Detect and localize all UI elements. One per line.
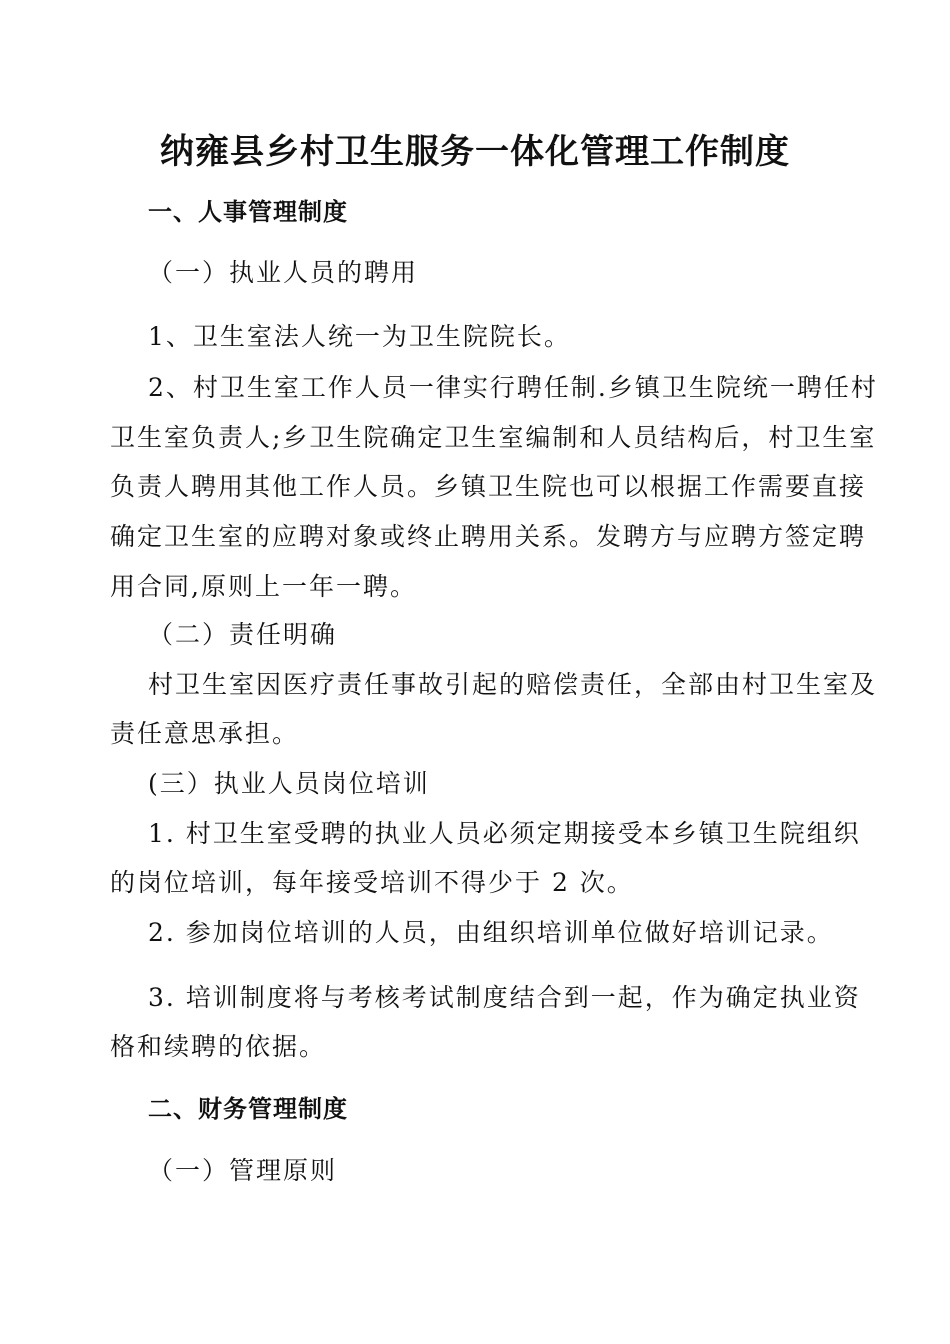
paragraph-line: 村卫生室因医疗责任事故引起的赔偿责任，全部由村卫生室及	[148, 670, 878, 699]
paragraph-line: 的岗位培训，每年接受培训不得少于 2 次。	[110, 868, 634, 897]
paragraph-line: 1. 村卫生室受聘的执业人员必须定期接受本乡镇卫生院组织	[148, 819, 861, 848]
paragraph-line: 用合同,原则上一年一聘。	[110, 572, 417, 601]
document-title: 纳雍县乡村卫生服务一体化管理工作制度	[160, 132, 790, 172]
subsection-2-1-heading: （一）管理原则	[148, 1156, 338, 1185]
section-2-heading: 二、财务管理制度	[148, 1095, 348, 1123]
paragraph-line: 责任意思承担。	[110, 719, 300, 748]
subsection-1-1-heading: （一）执业人员的聘用	[148, 258, 419, 287]
paragraph-line: 2、村卫生室工作人员一律实行聘任制.乡镇卫生院统一聘任村	[148, 373, 878, 402]
paragraph-line: 负责人聘用其他工作人员。乡镇卫生院也可以根据工作需要直接	[110, 472, 867, 501]
section-1-heading: 一、人事管理制度	[148, 198, 348, 226]
paragraph-line: 格和续聘的依据。	[110, 1032, 327, 1061]
paragraph-item-1: 1、卫生室法人统一为卫生院院长。	[148, 322, 571, 351]
paragraph-line: 确定卫生室的应聘对象或终止聘用关系。发聘方与应聘方签定聘	[110, 522, 867, 551]
subsection-1-2-heading: （二）责任明确	[148, 620, 338, 649]
paragraph-line: 3. 培训制度将与考核考试制度结合到一起，作为确定执业资	[148, 983, 861, 1012]
paragraph-line: 卫生室负责人;乡卫生院确定卫生室编制和人员结构后，村卫生室	[110, 423, 877, 452]
subsection-1-3-heading: (三）执业人员岗位培训	[148, 769, 430, 798]
paragraph-item-2: 2. 参加岗位培训的人员，由组织培训单位做好培训记录。	[148, 918, 834, 947]
